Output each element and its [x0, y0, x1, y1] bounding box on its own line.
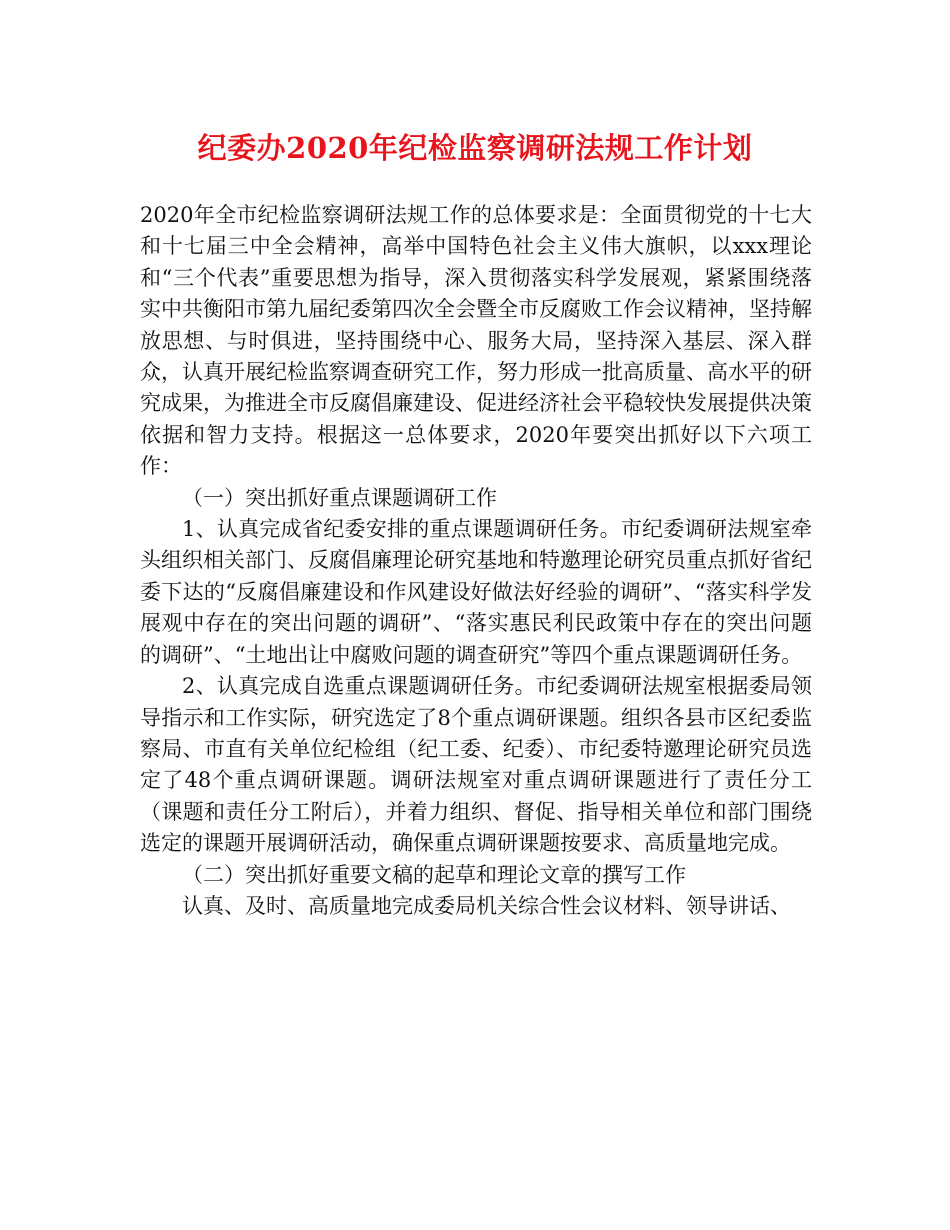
document-body	[140, 200, 812, 922]
paragraph-item-3: 认真、及时、高质量地完成委局机关综合性会议材料、领导讲话、	[182, 893, 791, 918]
paragraph-item-2: 2、认真完成自选重点课题调研任务。市纪委调研法规室根据委局领导指示和工作实际，研究选定了8个重点调研课题。组织各县市区纪委监察局、市直有关单位纪检组（纪工委、纪委）、市纪委特邀理论研究员选定了48个重点调研课题。调研法规室对重点调研课题进行了责任分工（课题和责任分工附后），并着力组织、督促、指导相关单位和部门围绕选定的课题开展调研活动，确保重点调研课题按要求、高质量地完成。	[140, 674, 812, 856]
section-heading-2: （二）突出抓好重要文稿的起草和理论文章的撰写工作	[182, 862, 686, 887]
paragraph-item-1: 1、认真完成省纪委安排的重点课题调研任务。市纪委调研法规室牵头组织相关部门、反腐倡廉理论研究基地和特邀理论研究员重点抓好省纪委下达的“反腐倡廉建设和作风建设好做法好经验的调研”、“落实科学发展观中存在的突出问题的调研”、“落实惠民利民政策中存在的突出问题的调研”、“土地出让中腐败问题的调查研究”等四个重点课题调研任务。	[140, 517, 812, 667]
intro-paragraph: 2020年全市纪检监察调研法规工作的总体要求是：全面贯彻党的十七大和十七届三中全会精神，高举中国特色社会主义伟大旗帜，以xxx理论和“三个代表”重要思想为指导，深入贯彻落实科学发展观，紧紧围绕落实中共衡阳市第九届纪委第四次全会暨全市反腐败工作会议精神，坚持解放思想、与时俱进，坚持围绕中心、服务大局，坚持深入基层、深入群众，认真开展纪检监察调查研究工作，努力形成一批高质量、高水平的研究成果，为推进全市反腐倡廉建设、促进经济社会平稳较快发展提供决策依据和智力支持。根据这一总体要求，2020年要突出抓好以下六项工作：	[140, 203, 812, 479]
document-title: 纪委办2020年纪检监察调研法规工作计划	[197, 131, 753, 165]
section-heading-1: （一）突出抓好重点课题调研工作	[182, 485, 497, 510]
